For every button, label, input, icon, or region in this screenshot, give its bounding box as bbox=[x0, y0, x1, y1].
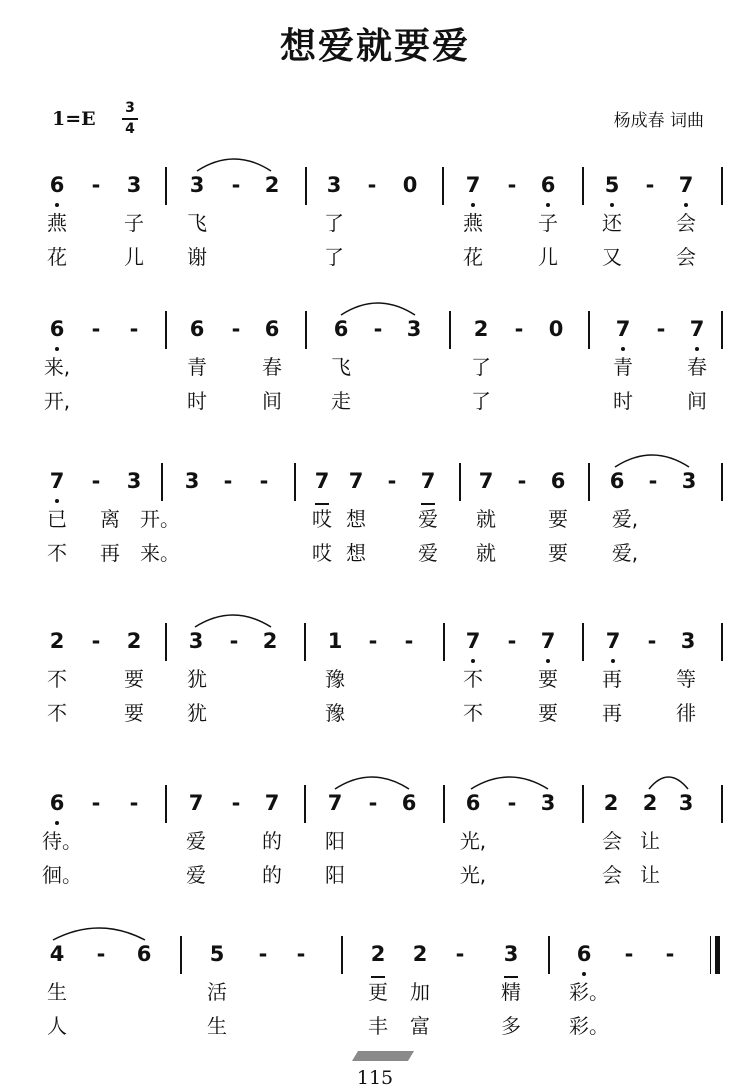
lyric-syllable: 人 bbox=[47, 1014, 67, 1038]
note: 3 bbox=[126, 469, 142, 493]
sustain-dash: - bbox=[91, 173, 101, 197]
key-signature: 1=E bbox=[52, 108, 96, 130]
lyric-syllable: 彩。 bbox=[569, 1014, 609, 1038]
barline bbox=[582, 623, 584, 661]
lyric-syllable: 青 bbox=[187, 355, 207, 379]
meter-top: 3 bbox=[125, 100, 135, 116]
note: 3 bbox=[680, 629, 696, 653]
sustain-dash: - bbox=[665, 942, 675, 966]
score-row bbox=[0, 932, 750, 1058]
lyric-syllable: 光, bbox=[459, 863, 487, 887]
note: 6 bbox=[45, 317, 69, 341]
lyric-syllable: 又 bbox=[602, 245, 622, 269]
note: 3 bbox=[499, 942, 523, 966]
score-row bbox=[0, 781, 750, 907]
note: 2 bbox=[603, 791, 619, 815]
lyric-syllable: 多 bbox=[501, 1014, 521, 1038]
sustain-dash: - bbox=[647, 629, 657, 653]
lyric-syllable: 花 bbox=[463, 245, 483, 269]
lyric-syllable: 豫 bbox=[325, 667, 345, 691]
barline bbox=[449, 311, 451, 349]
barline bbox=[165, 167, 167, 205]
lyric-syllable: 让 bbox=[640, 829, 660, 853]
lyric-syllable: 了 bbox=[324, 211, 344, 235]
barline bbox=[442, 167, 444, 205]
lyric-syllable: 开, bbox=[43, 389, 71, 413]
lyric-syllable: 爱 bbox=[186, 829, 206, 853]
sustain-dash: - bbox=[258, 942, 268, 966]
sustain-dash: - bbox=[231, 317, 241, 341]
sustain-dash: - bbox=[507, 791, 517, 815]
note: 3 bbox=[188, 629, 204, 653]
lyric-syllable: 花 bbox=[47, 245, 67, 269]
sustain-dash: - bbox=[231, 173, 241, 197]
note: 3 bbox=[681, 469, 697, 493]
lyric-syllable: 离 bbox=[100, 507, 120, 531]
sustain-dash: - bbox=[514, 317, 524, 341]
meter-divider bbox=[122, 118, 138, 120]
barline bbox=[304, 785, 306, 823]
lyric-syllable: 间 bbox=[262, 389, 282, 413]
lyric-syllable: 光, bbox=[459, 829, 487, 853]
note: 2 bbox=[264, 173, 280, 197]
lyric-syllable: 谢 bbox=[187, 245, 207, 269]
barline bbox=[341, 936, 343, 974]
lyric-syllable: 来。 bbox=[140, 541, 180, 565]
score-row bbox=[0, 619, 750, 745]
lyric-syllable: 丰 bbox=[368, 1014, 388, 1038]
slur-mark bbox=[614, 447, 690, 469]
lyric-syllable: 想 bbox=[346, 541, 366, 565]
sustain-dash: - bbox=[91, 317, 101, 341]
lyric-syllable: 彩。 bbox=[569, 980, 609, 1004]
lyric-syllable: 走 bbox=[331, 389, 351, 413]
barline bbox=[582, 785, 584, 823]
lyric-syllable: 的 bbox=[262, 829, 282, 853]
note: 7 bbox=[461, 173, 485, 197]
sustain-dash: - bbox=[96, 942, 106, 966]
page-number: 115 bbox=[356, 1067, 394, 1089]
score-row bbox=[0, 163, 750, 289]
note: 3 bbox=[406, 317, 422, 341]
lyric-syllable: 春 bbox=[262, 355, 282, 379]
lyric-syllable: 等 bbox=[676, 667, 696, 691]
lyric-syllable: 已 bbox=[47, 507, 67, 531]
sustain-dash: - bbox=[656, 317, 666, 341]
lyric-syllable: 爱, bbox=[611, 507, 639, 531]
note: 7 bbox=[478, 469, 494, 493]
lyric-syllable: 再 bbox=[602, 667, 622, 691]
lyric-syllable: 子 bbox=[538, 211, 558, 235]
barline bbox=[443, 785, 445, 823]
barline bbox=[180, 936, 182, 974]
sustain-dash: - bbox=[296, 942, 306, 966]
lyric-syllable: 要 bbox=[548, 541, 568, 565]
lyric-syllable: 燕 bbox=[463, 211, 483, 235]
note: 7 bbox=[45, 469, 69, 493]
note: 7 bbox=[674, 173, 698, 197]
slur-mark bbox=[194, 607, 272, 629]
barline bbox=[721, 167, 723, 205]
barline bbox=[548, 936, 550, 974]
barline bbox=[165, 785, 167, 823]
barline bbox=[721, 463, 723, 501]
note: 6 bbox=[572, 942, 596, 966]
lyric-syllable: 让 bbox=[640, 863, 660, 887]
lyric-syllable: 不 bbox=[463, 667, 483, 691]
note: 6 bbox=[609, 469, 625, 493]
sustain-dash: - bbox=[368, 629, 378, 653]
lyric-syllable: 青 bbox=[613, 355, 633, 379]
sustain-dash: - bbox=[231, 791, 241, 815]
note: 7 bbox=[310, 469, 334, 493]
lyric-syllable: 不 bbox=[47, 667, 67, 691]
note: 2 bbox=[262, 629, 278, 653]
note: 7 bbox=[348, 469, 364, 493]
note: 7 bbox=[327, 791, 343, 815]
lyric-syllable: 想 bbox=[346, 507, 366, 531]
note: 7 bbox=[416, 469, 440, 493]
slur-mark bbox=[648, 769, 689, 791]
score-row bbox=[0, 459, 750, 585]
lyric-syllable: 飞 bbox=[187, 211, 207, 235]
note: 3 bbox=[540, 791, 556, 815]
lyric-syllable: 间 bbox=[687, 389, 707, 413]
lyric-syllable: 了 bbox=[324, 245, 344, 269]
lyric-syllable: 待。 bbox=[42, 829, 82, 853]
note: 7 bbox=[188, 791, 204, 815]
barline bbox=[304, 623, 306, 661]
note: 3 bbox=[189, 173, 205, 197]
lyric-syllable: 春 bbox=[687, 355, 707, 379]
lyric-syllable: 不 bbox=[463, 701, 483, 725]
lyric-syllable: 要 bbox=[124, 701, 144, 725]
lyric-syllable: 要 bbox=[538, 701, 558, 725]
lyric-syllable: 徘 bbox=[676, 701, 696, 725]
lyric-syllable: 要 bbox=[538, 667, 558, 691]
lyric-syllable: 会 bbox=[676, 245, 696, 269]
lyric-syllable: 不 bbox=[47, 541, 67, 565]
note: 2 bbox=[49, 629, 65, 653]
sustain-dash: - bbox=[259, 469, 269, 493]
sustain-dash: - bbox=[229, 629, 239, 653]
barline bbox=[305, 311, 307, 349]
sustain-dash: - bbox=[507, 629, 517, 653]
lyric-syllable: 时 bbox=[187, 389, 207, 413]
note: 2 bbox=[473, 317, 489, 341]
sustain-dash: - bbox=[517, 469, 527, 493]
lyric-syllable: 爱 bbox=[418, 541, 438, 565]
slur-mark bbox=[470, 769, 549, 791]
lyric-syllable: 子 bbox=[124, 211, 144, 235]
lyric-syllable: 儿 bbox=[538, 245, 558, 269]
time-signature bbox=[120, 100, 140, 138]
song-title: 想爱就要爱 bbox=[279, 26, 470, 67]
lyric-syllable: 会 bbox=[602, 829, 622, 853]
meter-bottom: 4 bbox=[125, 121, 135, 137]
lyric-syllable: 会 bbox=[676, 211, 696, 235]
lyric-syllable: 精 bbox=[501, 980, 521, 1004]
lyric-syllable: 加 bbox=[410, 980, 430, 1004]
sustain-dash: - bbox=[129, 317, 139, 341]
page-ornament bbox=[352, 1051, 414, 1061]
sustain-dash: - bbox=[91, 629, 101, 653]
slur-mark bbox=[340, 295, 416, 317]
lyric-syllable: 富 bbox=[410, 1014, 430, 1038]
lyric-syllable: 的 bbox=[262, 863, 282, 887]
lyric-syllable: 要 bbox=[548, 507, 568, 531]
note: 6 bbox=[264, 317, 280, 341]
lyric-syllable: 阳 bbox=[325, 863, 345, 887]
lyric-syllable: 飞 bbox=[331, 355, 351, 379]
slur-mark bbox=[334, 769, 410, 791]
sustain-dash: - bbox=[367, 173, 377, 197]
lyric-syllable: 燕 bbox=[47, 211, 67, 235]
lyric-syllable: 时 bbox=[613, 389, 633, 413]
sustain-dash: - bbox=[129, 791, 139, 815]
sustain-dash: - bbox=[91, 469, 101, 493]
lyric-syllable: 不 bbox=[47, 701, 67, 725]
note: 3 bbox=[326, 173, 342, 197]
barline bbox=[721, 623, 723, 661]
note: 0 bbox=[548, 317, 564, 341]
sustain-dash: - bbox=[455, 942, 465, 966]
barline bbox=[165, 311, 167, 349]
barline bbox=[721, 311, 723, 349]
lyric-syllable: 就 bbox=[476, 541, 496, 565]
barline bbox=[305, 167, 307, 205]
note: 6 bbox=[465, 791, 481, 815]
lyric-syllable: 还 bbox=[602, 211, 622, 235]
note: 7 bbox=[685, 317, 709, 341]
final-barline-thin bbox=[710, 936, 711, 974]
sustain-dash: - bbox=[223, 469, 233, 493]
barline bbox=[161, 463, 163, 501]
note: 7 bbox=[536, 629, 560, 653]
sustain-dash: - bbox=[645, 173, 655, 197]
sustain-dash: - bbox=[368, 791, 378, 815]
note: 6 bbox=[189, 317, 205, 341]
lyric-syllable: 阳 bbox=[325, 829, 345, 853]
barline bbox=[294, 463, 296, 501]
lyric-syllable: 来, bbox=[43, 355, 71, 379]
lyric-syllable: 生 bbox=[207, 1014, 227, 1038]
barline bbox=[582, 167, 584, 205]
sustain-dash: - bbox=[91, 791, 101, 815]
note: 0 bbox=[402, 173, 418, 197]
lyric-syllable: 就 bbox=[476, 507, 496, 531]
barline bbox=[459, 463, 461, 501]
lyric-syllable: 犹 bbox=[187, 667, 207, 691]
lyric-syllable: 再 bbox=[100, 541, 120, 565]
lyricist-composer-credit: 杨成春 词曲 bbox=[613, 111, 704, 131]
sustain-dash: - bbox=[648, 469, 658, 493]
note: 6 bbox=[136, 942, 152, 966]
barline bbox=[165, 623, 167, 661]
lyric-syllable: 会 bbox=[602, 863, 622, 887]
note: 2 bbox=[366, 942, 390, 966]
note: 6 bbox=[333, 317, 349, 341]
note: 6 bbox=[550, 469, 566, 493]
note: 5 bbox=[209, 942, 225, 966]
lyric-syllable: 爱 bbox=[418, 507, 438, 531]
score-row bbox=[0, 307, 750, 433]
note: 1 bbox=[327, 629, 343, 653]
lyric-syllable: 生 bbox=[47, 980, 67, 1004]
slur-mark bbox=[196, 151, 272, 173]
note: 5 bbox=[600, 173, 624, 197]
note: 6 bbox=[45, 791, 69, 815]
lyric-syllable: 开。 bbox=[140, 507, 180, 531]
sustain-dash: - bbox=[507, 173, 517, 197]
note: 7 bbox=[611, 317, 635, 341]
note: 6 bbox=[401, 791, 417, 815]
lyric-syllable: 哎 bbox=[312, 541, 332, 565]
note: 3 bbox=[184, 469, 200, 493]
lyric-syllable: 活 bbox=[207, 980, 227, 1004]
note: 4 bbox=[49, 942, 65, 966]
lyric-syllable: 豫 bbox=[325, 701, 345, 725]
slur-mark bbox=[52, 920, 146, 942]
note: 3 bbox=[678, 791, 694, 815]
barline bbox=[443, 623, 445, 661]
note: 2 bbox=[126, 629, 142, 653]
lyric-syllable: 了 bbox=[471, 355, 491, 379]
lyric-syllable: 徊。 bbox=[42, 863, 82, 887]
lyric-syllable: 更 bbox=[368, 980, 388, 1004]
note: 7 bbox=[461, 629, 485, 653]
lyric-syllable: 儿 bbox=[124, 245, 144, 269]
final-barline-thick bbox=[715, 936, 720, 974]
note: 2 bbox=[642, 791, 658, 815]
lyric-syllable: 要 bbox=[124, 667, 144, 691]
sustain-dash: - bbox=[624, 942, 634, 966]
lyric-syllable: 犹 bbox=[187, 701, 207, 725]
sustain-dash: - bbox=[373, 317, 383, 341]
sustain-dash: - bbox=[387, 469, 397, 493]
lyric-syllable: 了 bbox=[471, 389, 491, 413]
lyric-syllable: 爱, bbox=[611, 541, 639, 565]
barline bbox=[721, 785, 723, 823]
barline bbox=[588, 311, 590, 349]
lyric-syllable: 哎 bbox=[312, 507, 332, 531]
note: 7 bbox=[264, 791, 280, 815]
note: 2 bbox=[412, 942, 428, 966]
barline bbox=[588, 463, 590, 501]
note: 6 bbox=[45, 173, 69, 197]
lyric-syllable: 再 bbox=[602, 701, 622, 725]
lyric-syllable: 爱 bbox=[186, 863, 206, 887]
note: 6 bbox=[536, 173, 560, 197]
note: 7 bbox=[601, 629, 625, 653]
sustain-dash: - bbox=[404, 629, 414, 653]
note: 3 bbox=[126, 173, 142, 197]
